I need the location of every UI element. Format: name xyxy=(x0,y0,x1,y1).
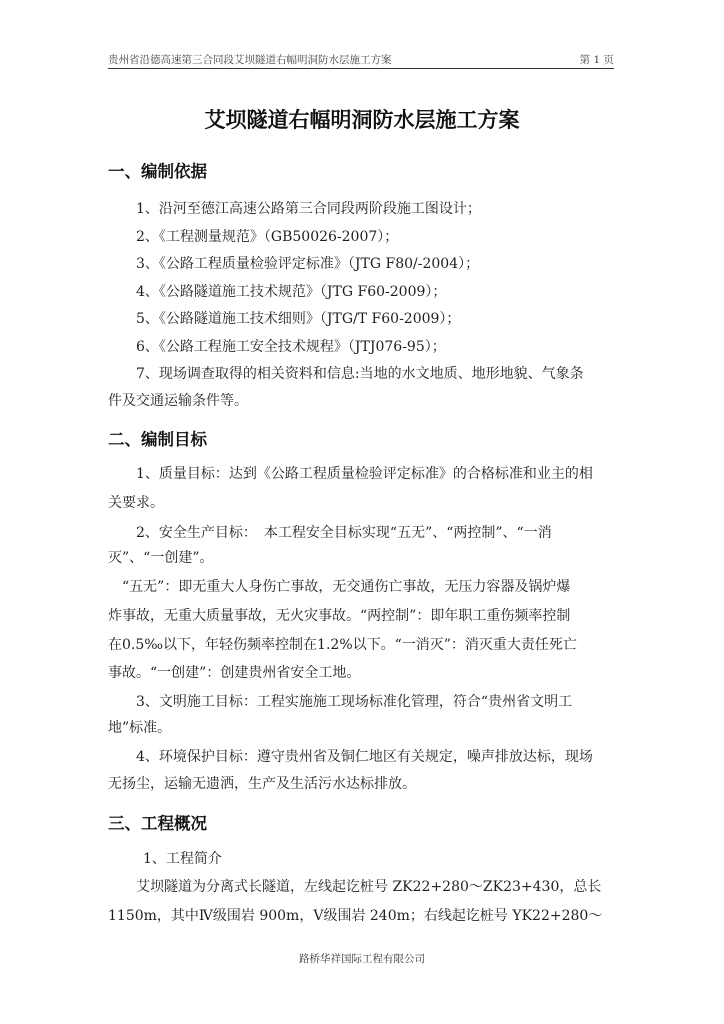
basis-item: 6、《公路工程施工安全技术规程》（JTJ076-95）； xyxy=(136,339,446,355)
goal-line: 事故。“一创建”：创建贵州省安全工地。 xyxy=(108,665,361,681)
goal-line: “五无”：即无重大人身伤亡事故，无交通伤亡事故，无压力容器及锅炉爆 xyxy=(122,579,571,595)
section-heading-overview: 三、工程概况 xyxy=(108,814,207,833)
goal-line: 1、质量目标：达到《公路工程质量检验评定标准》的合格标准和业主的相 xyxy=(136,466,593,482)
overview-line: 1150m，其中Ⅳ级围岩 900m，Ⅴ级围岩 240m；右线起讫桩号 YK22+280～ xyxy=(108,908,603,924)
goal-line: 无扬尘，运输无遗洒，生产及生活污水达标排放。 xyxy=(108,776,416,792)
page-footer: 路桥华祥国际工程有限公司 xyxy=(299,953,425,965)
section-heading-basis: 一、编制依据 xyxy=(108,162,207,181)
goal-line: 关要求。 xyxy=(108,495,164,511)
section-heading-goals: 二、编制目标 xyxy=(108,430,207,449)
overview-line: 艾坝隧道为分离式长隧道，左线起讫桩号 ZK22+280～ZK23+430，总长 xyxy=(136,879,602,895)
basis-item: 2、《工程测量规范》（GB50026-2007）； xyxy=(136,229,399,245)
goal-line: 地”标准。 xyxy=(108,720,172,736)
basis-item: 4、《公路隧道施工技术规范》（JTG F60-2009）； xyxy=(136,284,447,300)
goal-line: 在0.5‰以下，年轻伤频率控制在1.2%以下。“一消灭”：消灭重大责任死亡 xyxy=(108,637,577,653)
goal-line: 4、环境保护目标：遵守贵州省及铜仁地区有关规定，噪声排放达标，现场 xyxy=(136,749,593,765)
subsection-heading: 1、工程简介 xyxy=(143,851,222,867)
goal-line: 灭”、“一创建”。 xyxy=(108,550,214,566)
header-doc-name: 贵州省沿德高速第三合同段艾坝隧道右幅明洞防水层施工方案 xyxy=(108,54,392,66)
document-title: 艾坝隧道右幅明洞防水层施工方案 xyxy=(204,108,520,132)
goal-line: 2、安全生产目标： 本工程安全目标实现“五无”、“两控制”、“一消 xyxy=(136,525,552,541)
basis-item: 5、《公路隧道施工技术细则》（JTG/T F60-2009）； xyxy=(136,311,461,327)
page-header xyxy=(108,50,614,69)
basis-item: 3、《公路工程质量检验评定标准》（JTG F80/-2004）； xyxy=(136,256,480,272)
basis-item: 7、现场调查取得的相关资料和信息:当地的水文地质、地形地貌、气象条 xyxy=(136,366,584,382)
basis-item: 1、沿河至德江高速公路第三合同段两阶段施工图设计； xyxy=(136,201,481,217)
goal-line: 炸事故，无重大质量事故，无火灾事故。“两控制”：即年职工重伤频率控制 xyxy=(108,608,571,624)
header-page-number: 第 1 页 xyxy=(579,54,614,66)
basis-item-continued: 件及交通运输条件等。 xyxy=(108,393,248,409)
goal-line: 3、文明施工目标：工程实施施工现场标准化管理，符合“贵州省文明工 xyxy=(136,694,573,710)
